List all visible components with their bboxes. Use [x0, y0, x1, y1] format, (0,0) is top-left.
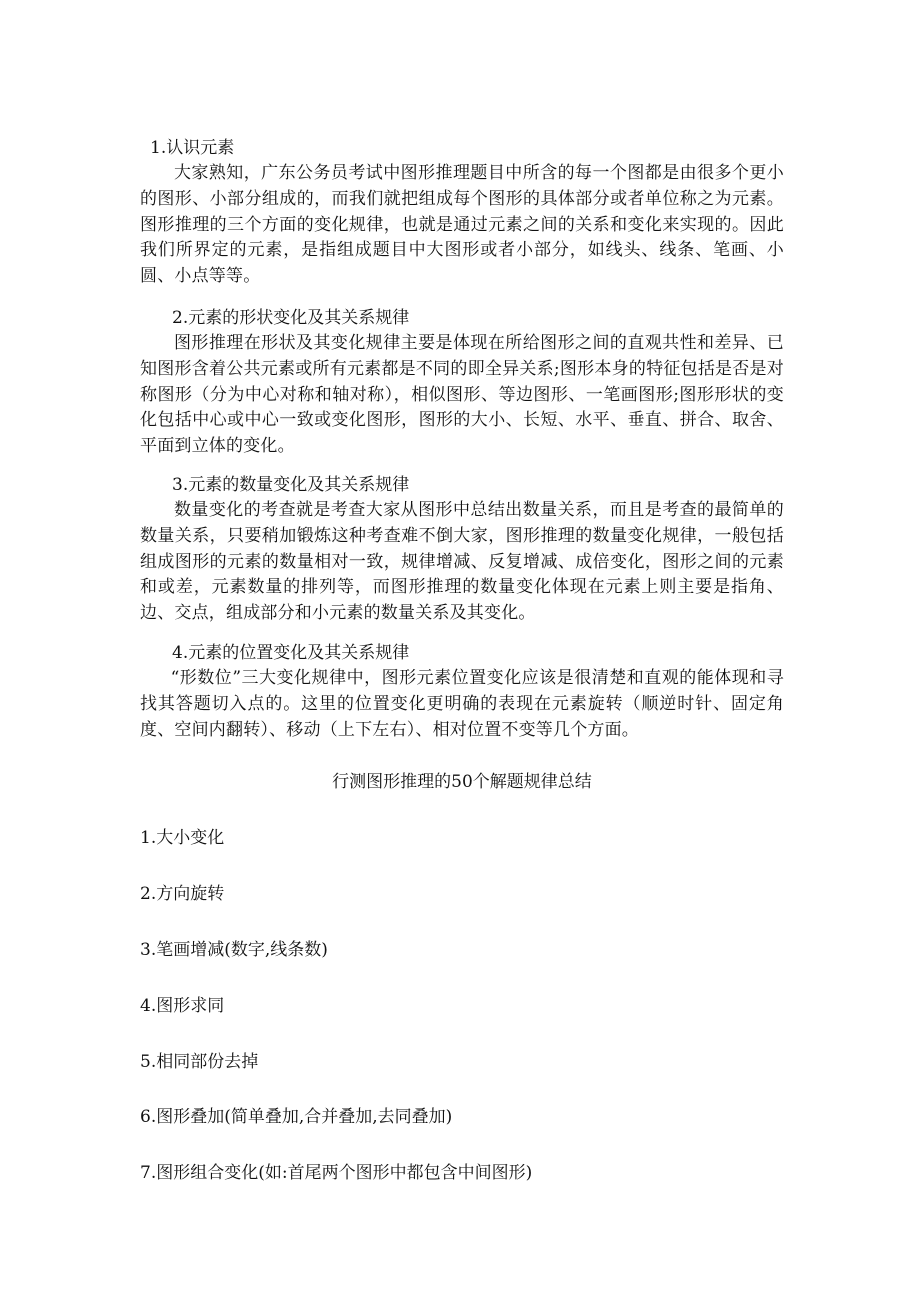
rule-item: 6.图形叠加(简单叠加,合并叠加,去同叠加) — [140, 1107, 453, 1127]
section-recognize-elements — [140, 135, 784, 290]
section-paragraph: 图形推理在形状及其变化规律主要是体现在所给图形之间的直观共性和差异、已知图形含着公共元素或所有元素都是不同的即全异关系;图形本身的特征包括是否是对称图形（分为中心对称和轴对称），相似图形、等边图形、一笔画图形;图形形状的变化包括中心或中心一致或变化图形，图形的大小、长短、水平、垂直、拼合、取舍、平面到立体的变化。 — [140, 333, 784, 457]
rule-item: 1.大小变化 — [140, 828, 225, 848]
section-paragraph: 数量变化的考查就是考查大家从图形中总结出数量关系，而且是考查的最简单的数量关系，只要稍加锻炼这种考查难不倒大家，图形推理的数量变化规律，一般包括组成图形的元素的数量相对一致，规律增减、反复增减、成倍变化，图形之间的元素和或差，元素数量的排列等，而图形推理的数量变化体现在元素上则主要是指角、边、交点，组成部分和小元素的数量关系及其变化。 — [140, 500, 784, 624]
section-shape-change — [140, 305, 784, 460]
rule-item: 3.笔画增减(数字,线条数) — [140, 940, 328, 960]
section-heading: 2.元素的形状变化及其关系规律 — [172, 308, 410, 328]
section-paragraph: “形数位”三大变化规律中，图形元素位置变化应该是很清楚和直观的能体现和寻找其答题切入点的。这里的位置变化更明确的表现在元素旋转（顺逆时针、固定角度、空间内翻转）、移动（上下左右）、相对位置不变等几个方面。 — [140, 668, 784, 740]
rule-item: 4.图形求同 — [140, 996, 225, 1016]
section-quantity-change — [140, 472, 784, 627]
section-position-change — [140, 640, 784, 743]
rule-item: 2.方向旋转 — [140, 884, 225, 904]
rule-item: 7.图形组合变化(如:首尾两个图形中都包含中间图形) — [140, 1163, 533, 1183]
section-paragraph: 大家熟知，广东公务员考试中图形推理题目中所含的每一个图都是由很多个更小的图形、小部分组成的，而我们就把组成每个图形的具体部分或者单位称之为元素。图形推理的三个方面的变化规律，也就是通过元素之间的关系和变化来实现的。因此我们所界定的元素，是指组成题目中大图形或者小部分，如线头、线条、笔画、小圆、小点等等。 — [140, 163, 784, 287]
section-heading: 3.元素的数量变化及其关系规律 — [172, 475, 410, 495]
section-heading: 4.元素的位置变化及其关系规律 — [172, 643, 410, 663]
summary-title: 行测图形推理的50个解题规律总结 — [332, 772, 592, 792]
rule-item: 5.相同部份去掉 — [140, 1052, 259, 1072]
section-heading: 1.认识元素 — [150, 138, 235, 158]
